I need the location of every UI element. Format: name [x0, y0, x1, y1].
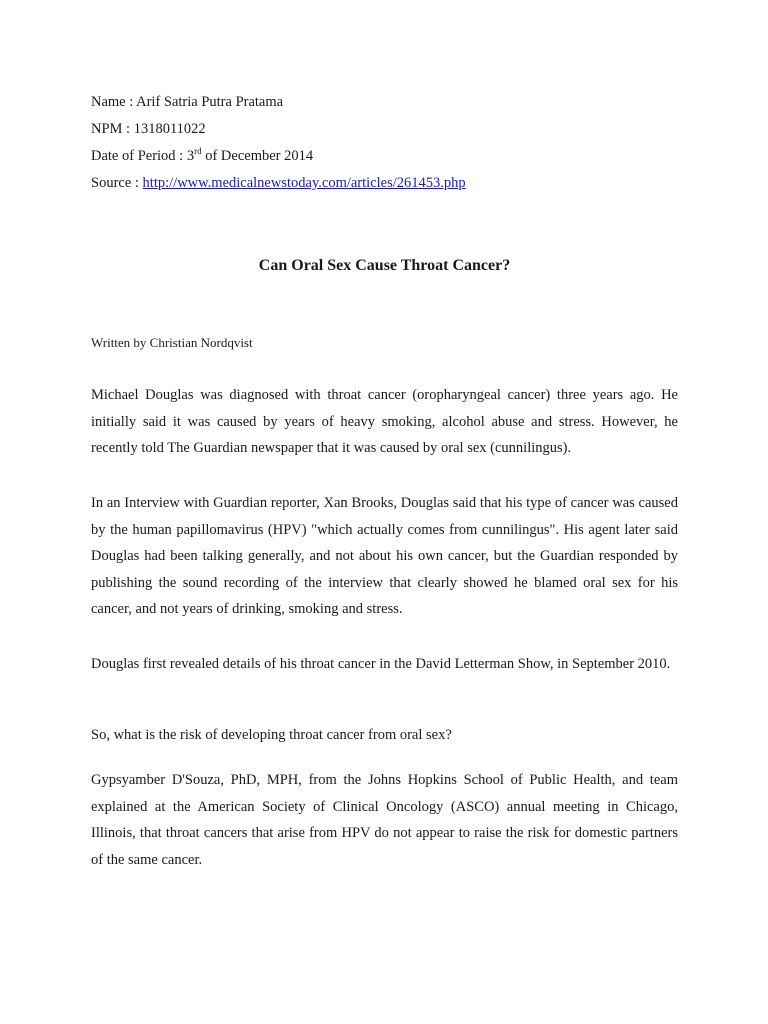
article-title: Can Oral Sex Cause Throat Cancer?	[258, 257, 511, 274]
npm-label: NPM :	[91, 121, 134, 137]
source-link[interactable]: http://www.medicalnewstoday.com/articles/261453.php	[142, 175, 466, 191]
name-label: Name :	[91, 94, 137, 110]
period-day: 3	[186, 148, 195, 164]
paragraph-2: In an Interview with Guardian reporter, Xan Brooks, Douglas said that his type of cancer was caused by the human papillomavirus (HPV) "which actually comes from cunnilingus". His agent later said Douglas had been talking generally, and not about his own cancer, but the Guardian responded by publishing the sound recording of the interview that clearly showed he blamed oral sex for his cancer, and not years of drinking, smoking and stress.	[91, 495, 678, 617]
paragraph-1: Michael Douglas was diagnosed with throat cancer (oropharyngeal cancer) three years ago. He initially said it was caused by years of heavy smoking, alcohol abuse and stress. However, he recently told The Guardian newspaper that it was caused by oral sex (cunnilingus).	[91, 387, 678, 456]
source-label: Source :	[91, 175, 143, 191]
name-line	[91, 93, 283, 111]
npm-value: 1318011022	[133, 121, 206, 137]
source-line	[91, 174, 466, 192]
name-value: Arif Satria Putra Pratama	[136, 94, 284, 110]
paragraph-4: So, what is the risk of developing throat cancer from oral sex?	[91, 727, 452, 743]
paragraph-5: Gypsyamber D'Souza, PhD, MPH, from the Johns Hopkins School of Public Health, and team explained at the American Society of Clinical Oncology (ASCO) annual meeting in Chicago, Illinois, that throat cancers that arise from HPV do not appear to raise the risk for domestic partners of the same cancer.	[91, 772, 678, 868]
period-rest: of December 2014	[201, 148, 314, 164]
period-suffix: rd	[194, 146, 202, 156]
paragraph-3: Douglas first revealed details of his throat cancer in the David Letterman Show, in September 2010.	[91, 656, 671, 672]
period-label: Date of Period :	[91, 148, 187, 164]
period-line	[91, 147, 313, 165]
npm-line	[91, 120, 206, 138]
article-byline: Written by Christian Nordqvist	[91, 335, 253, 350]
